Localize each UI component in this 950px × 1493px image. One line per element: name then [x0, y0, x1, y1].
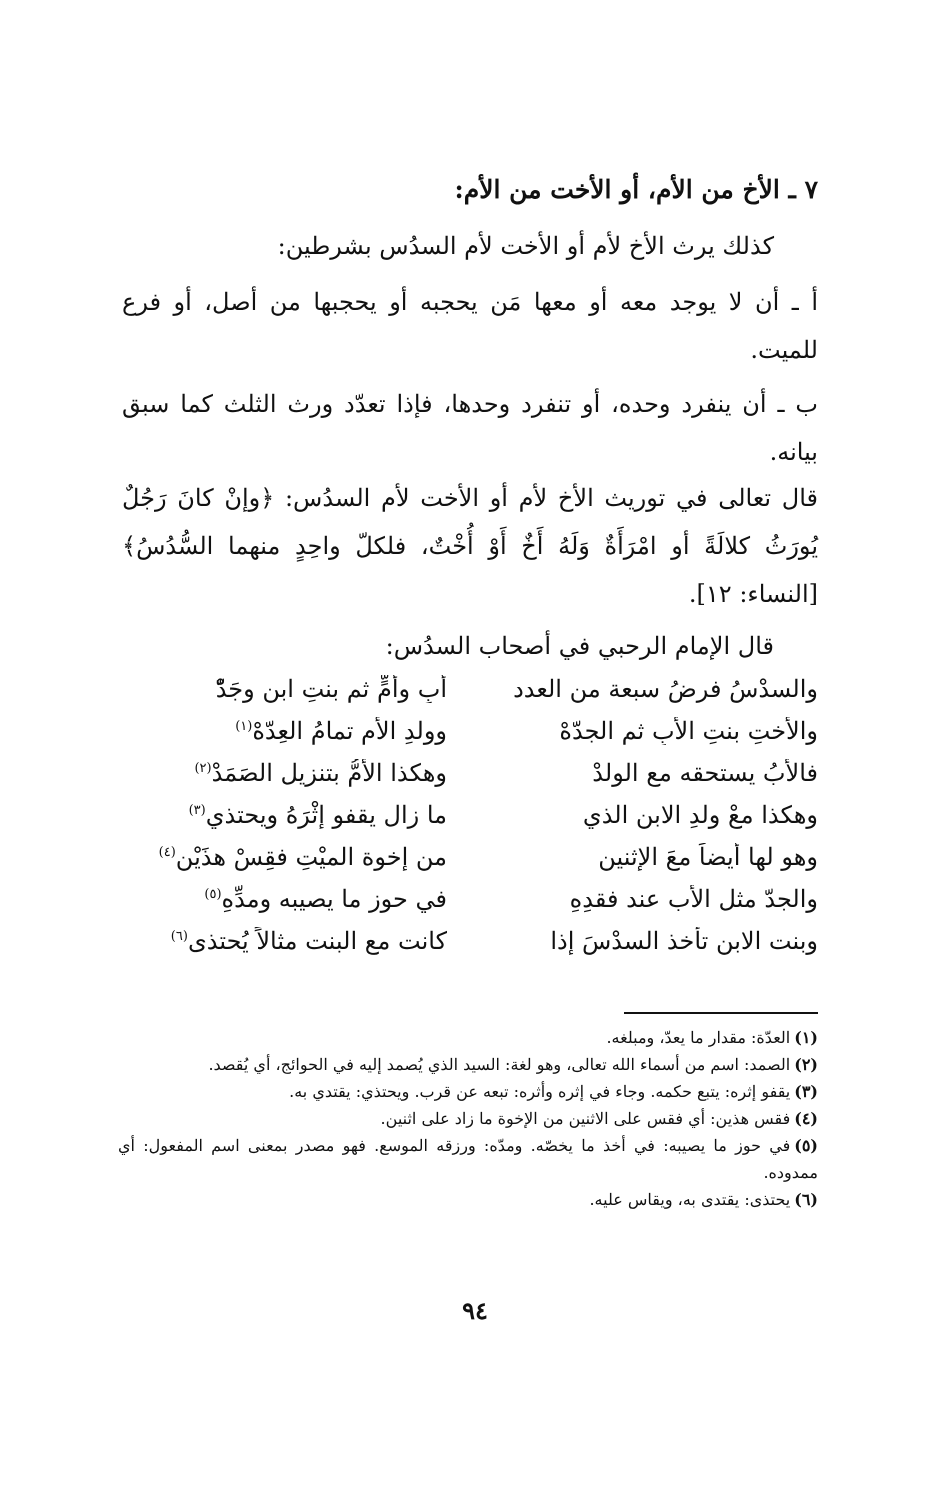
footnote-text: فقس هذين: أي فقس على الاثنين من الإخوة ما زاد على اثنين. [380, 1109, 791, 1128]
poem-first-hemistich: وهكذا معْ ولدِ الابن الذي [582, 801, 818, 829]
poem-verse [122, 920, 818, 962]
page-number: ٩٤ [462, 1296, 488, 1325]
poem-second-hemistich [122, 759, 447, 787]
footnote-ref: (٤) [158, 845, 176, 860]
footnote-number: (٢) [794, 1055, 818, 1074]
poem-block [122, 668, 818, 962]
hemistich-text: وهكذا الأمُّ بتنزيلِ الصَمَدْ [211, 759, 447, 787]
footnote-ref: (١) [235, 719, 253, 734]
quran-quote-paragraph: قال تعالى في توريث الأخ لأم أو الأخت لأم السدُس: ﴿وإنْ كانَ رَجُلٌ يُورَثُ كلالَةً أو امْرَأَةٌ وَلَهُ أَخٌ أَوْ أُخْتٌ، فلكلّ واحِدٍ منهما السُّدُسُ﴾ [النساء: ١٢]. [122, 484, 819, 608]
footnote-ref: (٥) [204, 887, 222, 902]
footnote [118, 1051, 818, 1078]
poem-first-hemistich: وهو لها أيضاً معَ الإثنين [598, 843, 818, 871]
section-heading: ٧ ـ الأخ من الأم، أو الأخت من الأم: [454, 175, 818, 204]
poem-first-hemistich: والجدّ مثل الأب عند فقدِهِ [569, 885, 818, 913]
footnote [118, 1024, 818, 1051]
poem-first-hemistich: فالأبُ يستحقه مع الولدْ [592, 759, 818, 787]
condition-a-paragraph: أ ـ أن لا يوجد معه أو معها مَن يحجبه أو يحجبها من أصل، أو فرع للميت. [122, 288, 818, 364]
hemistich-text: كانت مع البنت مثالاً يُحتذى [187, 927, 447, 955]
poem-second-hemistich [122, 927, 447, 955]
hemistich-text: أبٍ وأمٍّ ثم بنتِ ابنٍ وجَدّْ [215, 675, 447, 703]
footnote-number: (٣) [794, 1082, 818, 1101]
poem-second-hemistich [122, 843, 447, 871]
poem-verse [122, 878, 818, 920]
footnote-number: (٤) [794, 1109, 818, 1128]
footnote-ref: (٣) [188, 803, 206, 818]
footnote-text: يقفو إثره: يتبع حكمه. وجاء في إثره وأثره: تبعه عن قرب. ويحتذي: يقتدي به. [289, 1082, 791, 1101]
footnote-number: (١) [794, 1028, 818, 1047]
poem-second-hemistich [122, 801, 447, 829]
footnote-text: يحتذى: يقتدى به، ويقاس عليه. [589, 1190, 791, 1209]
condition-b-paragraph: ب ـ أن ينفرد وحده، أو تنفرد وحدها، فإذا تعدّد ورث الثلث كما سبق بيانه. [122, 390, 818, 466]
poem-first-hemistich: والأختِ بنتِ الأبِ ثم الجدّهْ [559, 717, 818, 745]
hemistich-text: وولدِ الأم تمامُ العِدّهْ [252, 717, 447, 745]
poem-second-hemistich [122, 885, 447, 913]
poem-second-hemistich [122, 717, 447, 745]
footnote-text: الصمد: اسم من أسماء الله تعالى، وهو لغة: السيد الذي يُصمد إليه في الحوائج، أي يُقصد. [208, 1055, 791, 1074]
footnotes-section [118, 1024, 818, 1213]
intro-paragraph: كذلك يرث الأخ لأم أو الأخت لأم السدُس بشرطين: [277, 232, 774, 260]
footnote-divider [624, 1012, 818, 1014]
footnote-number: (٦) [794, 1190, 818, 1209]
poem-second-hemistich [122, 675, 447, 703]
footnote [118, 1105, 818, 1132]
poem-verse [122, 710, 818, 752]
poem-verse [122, 836, 818, 878]
hemistich-text: ما زال يقفو إثْرَهُ ويحتذي [205, 801, 447, 829]
footnote [118, 1186, 818, 1213]
footnote [118, 1132, 818, 1186]
hemistich-text: في حوز ما يصيبه ومدِّهِ [221, 885, 447, 913]
footnote-text: في حوز ما يصيبه: في أخذ ما يخصّه. ومدّه: ورزقه الموسع. فهو مصدر بمعنى اسم المفعول: أي ممدوده. [118, 1136, 818, 1182]
rahbi-intro-paragraph: قال الإمام الرحبي في أصحاب السدُس: [385, 632, 774, 660]
footnote-number: (٥) [794, 1136, 818, 1155]
footnote-text: العدّة: مقدار ما يعدّ، ومبلغه. [606, 1028, 791, 1047]
footnote-ref: (٢) [194, 761, 212, 776]
footnote [118, 1078, 818, 1105]
poem-first-hemistich: وبنت الابن تأخذ السدْسَ إذا [550, 927, 818, 955]
poem-verse [122, 752, 818, 794]
footnote-ref: (٦) [170, 929, 188, 944]
hemistich-text: من إخوة الميْتِ فقِسْ هذَيْنِ [175, 843, 447, 871]
poem-verse [122, 668, 818, 710]
poem-first-hemistich: والسدْسُ فرضُ سبعة من العدد [513, 675, 818, 703]
poem-verse [122, 794, 818, 836]
